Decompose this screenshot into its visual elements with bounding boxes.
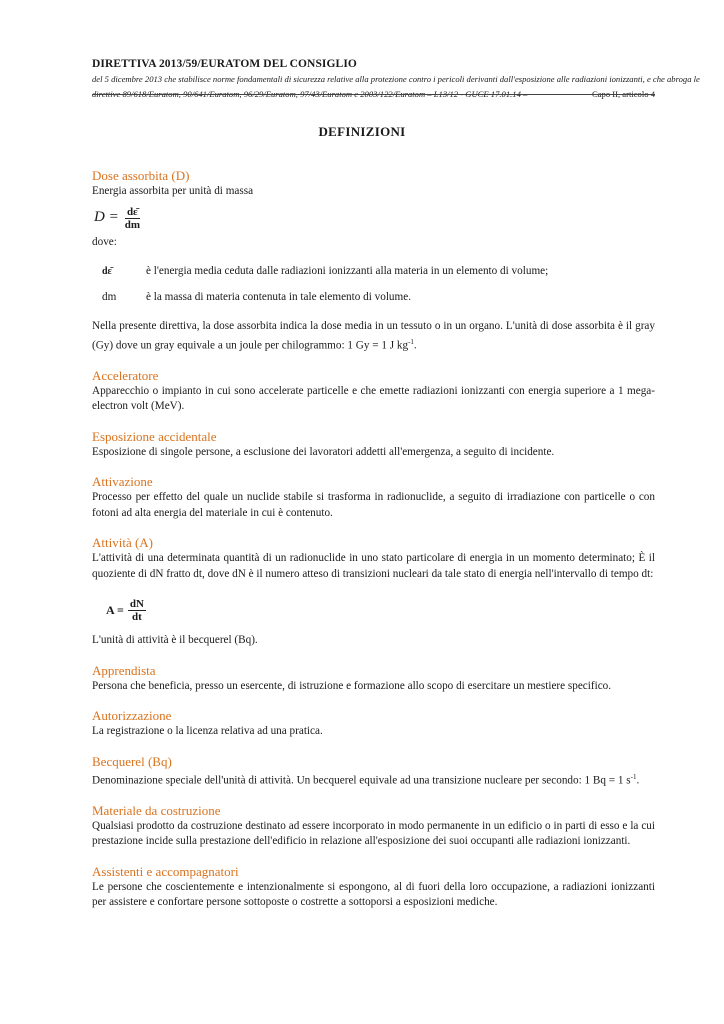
directive-references: direttive 89/618/Euratom, 90/641/Euratom, 96/29/Euratom, 97/43/Euratom e 2003/122/Euratom – L13/12 - GUCE 17.01.14 –	[92, 89, 528, 99]
symbol-row-mass	[102, 290, 655, 306]
definition-assistenti-e-accompagnatori: Le persone che coscientemente e intenzionalmente si espongono, al di fuori della loro occupazione, a radiazioni ionizzanti per assistere e confortare persone sottoposte o costrette a sottoporsi a esposizioni mediche.	[92, 880, 655, 909]
formula-activity-numerator: dN	[129, 598, 144, 611]
formula-dose	[94, 206, 655, 231]
directive-subtitle-line1: del 5 dicembre 2013 che stabilisce norme fondamentali di sicurezza relative alla protezione contro i pericoli derivanti dall'esposizione alle radiazioni ionizzanti, e che abroga le	[92, 74, 700, 84]
term-attivazione: Attivazione	[92, 474, 153, 490]
term-attivita: Attività (A)	[92, 535, 154, 551]
directive-title: DIRETTIVA 2013/59/EURATOM DEL CONSIGLIO	[92, 58, 357, 70]
dose-note-text: Nella presente direttiva, la dose assorbita indica la dose media in un tessuto o in un organo. L'unità di dose assorbita è il gray (Gy) dove un gray equivale a un joule per chilogrammo: 1 Gy = 1 J kg	[92, 320, 655, 352]
formula-dose-denominator: dm	[124, 218, 140, 231]
term-assistenti-e-accompagnatori: Assistenti e accompagnatori	[92, 863, 239, 879]
term-becquerel: Becquerel (Bq)	[92, 753, 172, 769]
symbol-mass: dm	[102, 290, 117, 303]
term-dose-assorbita: Dose assorbita (D)	[92, 168, 190, 183]
formula-dose-fraction	[123, 206, 142, 231]
header-divider	[92, 94, 655, 95]
definition-esposizione-accidentale: Esposizione di singole persone, a esclusione dei lavoratori addetti all'emergenza, a seguito di incidente.	[92, 445, 555, 458]
becquerel-end: .	[636, 774, 640, 787]
formula-activity-denominator: dt	[131, 611, 142, 624]
definitions-list	[92, 168, 655, 911]
formula-activity-lhs: A =	[106, 602, 124, 617]
definition-becquerel	[92, 770, 655, 789]
definition-attivazione: Processo per effetto del quale un nuclide stabile si trasforma in radionuclide, a seguito di irradiazione con particelle o con fotoni ad alta energia del materiale in cui è contenuto.	[92, 491, 655, 519]
definition-acceleratore: Apparecchio o impianto in cui sono accelerate particelle e che emette radiazioni ionizzanti con energia superiore a 1 mega-electron volt (MeV).	[92, 384, 655, 413]
definition-autorizzazione: La registrazione o la licenza relativa ad una pratica.	[92, 725, 323, 738]
term-autorizzazione: Autorizzazione	[92, 708, 172, 724]
formula-activity-fraction	[128, 598, 146, 623]
definition-apprendista: Persona che beneficia, presso un esercente, di istruzione e formazione allo scopo di esercitare un mestiere specifico.	[92, 679, 612, 692]
term-apprendista: Apprendista	[92, 662, 156, 678]
dove-label: dove:	[92, 235, 117, 248]
becquerel-superscript: -1	[630, 772, 637, 781]
definition-materiale-da-costruzione: Qualsiasi prodotto da costruzione destinato ad essere incorporato in modo permanente in un edificio o in parti di esso e la cui prestazione incide sulla prestazione dell'edificio in relazione all'esposizione dei suoi occupanti alle radiazioni ionizzanti.	[92, 819, 655, 848]
term-esposizione-accidentale: Esposizione accidentale	[92, 428, 217, 444]
formula-activity	[106, 598, 655, 623]
dose-note-end: .	[413, 339, 417, 352]
chapter-reference: Capo II, articolo 4	[591, 89, 655, 99]
symbol-row-energy	[102, 264, 655, 280]
dose-note-superscript: -1	[408, 337, 414, 346]
becquerel-text: Denominazione speciale dell'unità di attività. Un becquerel equivale ad una transizione nucleare per secondo: 1 Bq = 1 s	[92, 774, 631, 787]
definition-dose-assorbita: Energia assorbita per unità di massa	[92, 185, 254, 197]
symbol-energy-definition: è l'energia media ceduta dalle radiazioni ionizzanti alla materia in un elemento di volume;	[146, 265, 549, 277]
section-title: DEFINIZIONI	[318, 124, 406, 139]
dose-note	[92, 319, 655, 354]
term-materiale-da-costruzione: Materiale da costruzione	[92, 802, 221, 818]
term-acceleratore: Acceleratore	[92, 367, 159, 383]
formula-dose-lhs: D =	[94, 209, 119, 226]
symbol-mass-definition: è la massa di materia contenuta in tale elemento di volume.	[146, 290, 411, 303]
definition-attivita: L'attività di una determinata quantità di un radionuclide in uno stato particolare di energia in un momento determinato; È il quoziente di dN fratto dt, dove dN è il numero atteso di transizioni nucleari da tale stato di energia nell'intervallo di tempo dt:	[92, 552, 655, 580]
symbol-energy: dε̄	[102, 266, 112, 277]
formula-dose-numerator: dε̄	[126, 205, 138, 218]
activity-unit: L'unità di attività è il becquerel (Bq).	[92, 634, 258, 647]
